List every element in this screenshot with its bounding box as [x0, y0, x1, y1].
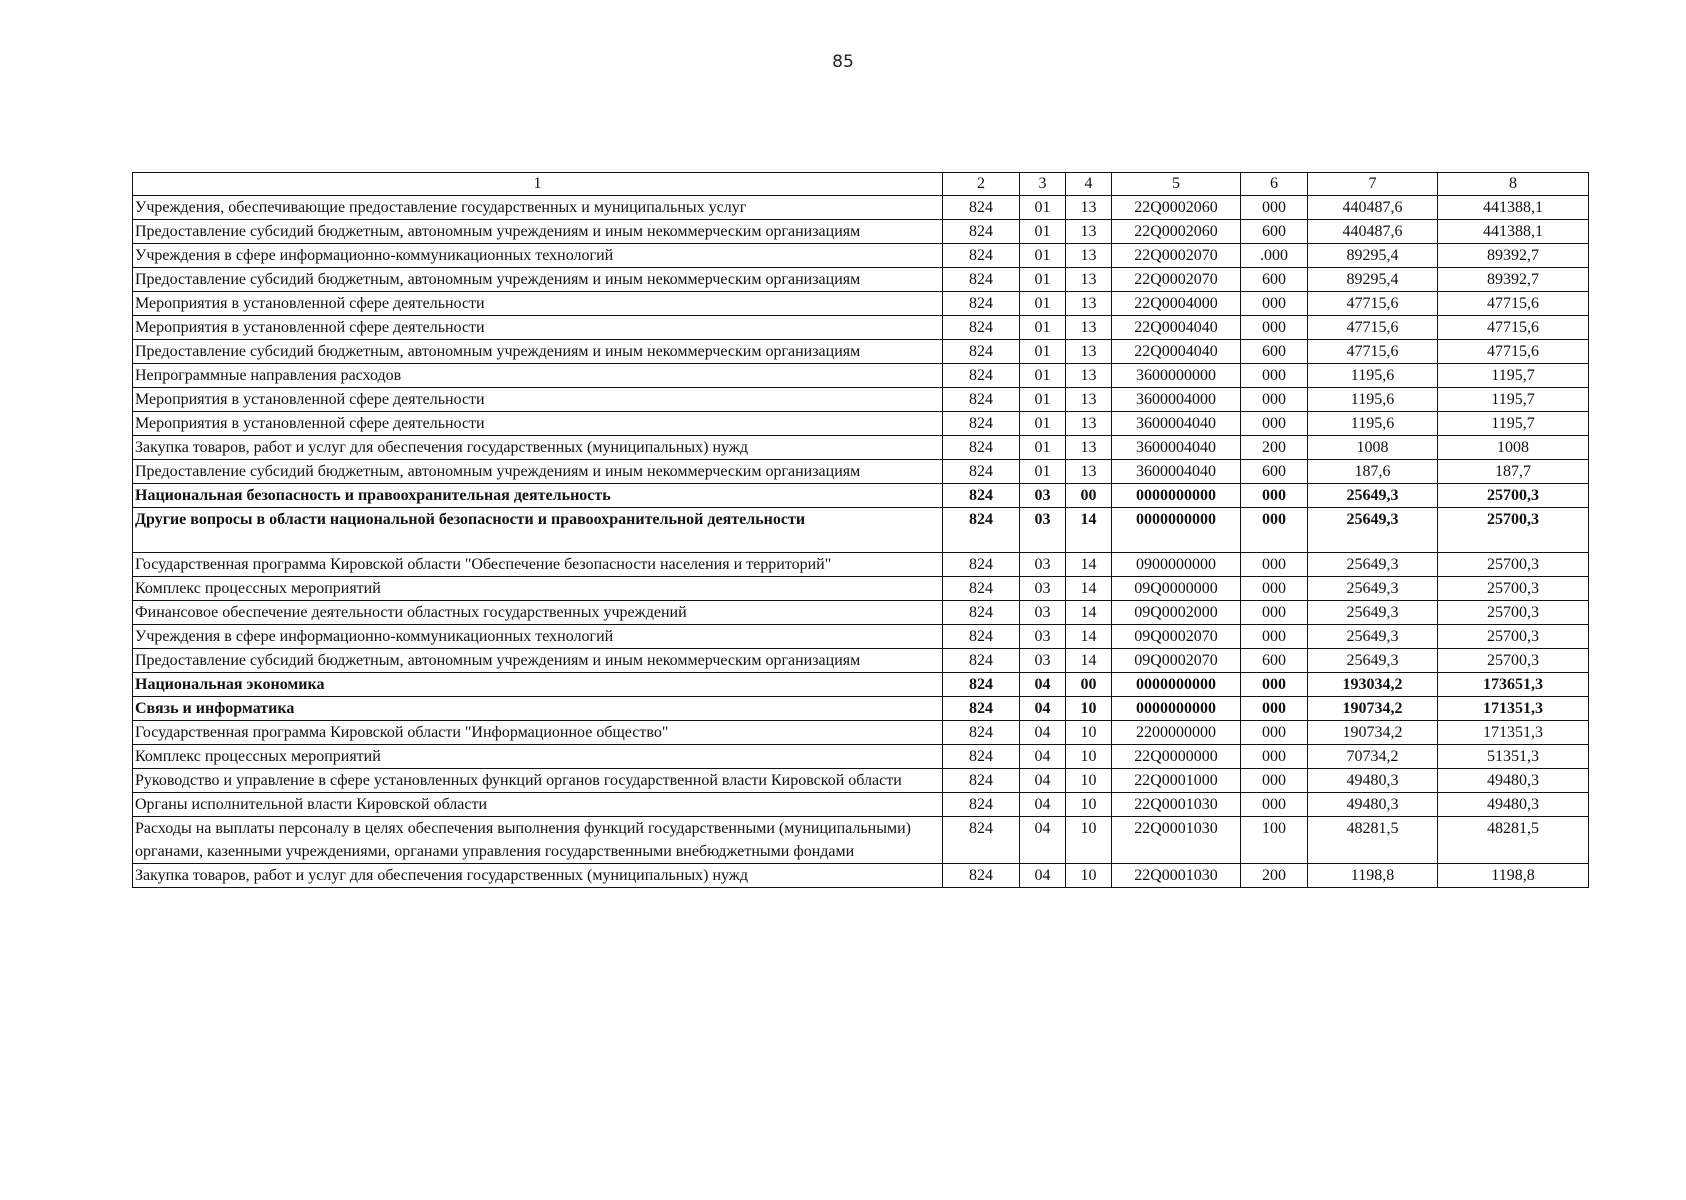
admin-code-cell: 824 [943, 508, 1020, 553]
table-row [133, 769, 1589, 793]
table-row [133, 817, 1589, 864]
expense-type-cell: 000 [1241, 601, 1308, 625]
amount-year1-cell: 190734,2 [1308, 697, 1438, 721]
section-cell: 03 [1020, 484, 1066, 508]
column-header: 1 [133, 173, 943, 196]
column-header: 7 [1308, 173, 1438, 196]
amount-year1-cell: 48281,5 [1308, 817, 1438, 864]
section-cell: 04 [1020, 697, 1066, 721]
amount-year2-cell: 173651,3 [1438, 673, 1589, 697]
admin-code-cell: 824 [943, 244, 1020, 268]
expense-type-cell: 000 [1241, 484, 1308, 508]
amount-year2-cell: 89392,7 [1438, 268, 1589, 292]
amount-year2-cell: 25700,3 [1438, 508, 1589, 553]
amount-year1-cell: 1195,6 [1308, 388, 1438, 412]
target-article-cell: 22Q0002060 [1112, 196, 1241, 220]
target-article-cell: 22Q0002070 [1112, 244, 1241, 268]
row-name-cell: Финансовое обеспечение деятельности областных государственных учреждений [133, 601, 943, 625]
target-article-cell: 22Q0004000 [1112, 292, 1241, 316]
expense-type-cell: 600 [1241, 268, 1308, 292]
table-row [133, 364, 1589, 388]
column-header: 2 [943, 173, 1020, 196]
row-name-cell: Государственная программа Кировской области "Информационное общество" [133, 721, 943, 745]
row-name-cell: Предоставление субсидий бюджетным, автономным учреждениям и иным некоммерческим организациям [133, 268, 943, 292]
table-row [133, 508, 1589, 553]
target-article-cell: 0000000000 [1112, 508, 1241, 553]
amount-year2-cell: 171351,3 [1438, 721, 1589, 745]
row-name-cell: Предоставление субсидий бюджетным, автономным учреждениям и иным некоммерческим организациям [133, 220, 943, 244]
amount-year2-cell: 49480,3 [1438, 793, 1589, 817]
table-row [133, 721, 1589, 745]
section-cell: 01 [1020, 292, 1066, 316]
expense-type-cell: 000 [1241, 625, 1308, 649]
target-article-cell: 22Q0001030 [1112, 864, 1241, 888]
table-row [133, 625, 1589, 649]
admin-code-cell: 824 [943, 625, 1020, 649]
target-article-cell: 0900000000 [1112, 553, 1241, 577]
subsection-cell: 10 [1066, 793, 1112, 817]
expense-type-cell: 200 [1241, 436, 1308, 460]
amount-year1-cell: 70734,2 [1308, 745, 1438, 769]
expense-type-cell: 000 [1241, 721, 1308, 745]
section-cell: 03 [1020, 577, 1066, 601]
subsection-cell: 10 [1066, 697, 1112, 721]
target-article-cell: 0000000000 [1112, 673, 1241, 697]
expense-type-cell: 000 [1241, 697, 1308, 721]
amount-year2-cell: 171351,3 [1438, 697, 1589, 721]
amount-year2-cell: 49480,3 [1438, 769, 1589, 793]
amount-year2-cell: 25700,3 [1438, 484, 1589, 508]
admin-code-cell: 824 [943, 864, 1020, 888]
amount-year1-cell: 49480,3 [1308, 793, 1438, 817]
table-row [133, 268, 1589, 292]
amount-year2-cell: 25700,3 [1438, 625, 1589, 649]
target-article-cell: 22Q0002070 [1112, 268, 1241, 292]
amount-year2-cell: 25700,3 [1438, 649, 1589, 673]
subsection-cell: 13 [1066, 196, 1112, 220]
amount-year2-cell: 1008 [1438, 436, 1589, 460]
amount-year1-cell: 25649,3 [1308, 601, 1438, 625]
page-number: 85 [832, 52, 854, 72]
admin-code-cell: 824 [943, 577, 1020, 601]
target-article-cell: 09Q0000000 [1112, 577, 1241, 601]
target-article-cell: 0000000000 [1112, 697, 1241, 721]
admin-code-cell: 824 [943, 697, 1020, 721]
expense-type-cell: 000 [1241, 388, 1308, 412]
column-header: 5 [1112, 173, 1241, 196]
table-row [133, 244, 1589, 268]
subsection-cell: 13 [1066, 340, 1112, 364]
admin-code-cell: 824 [943, 601, 1020, 625]
row-name-cell: Предоставление субсидий бюджетным, автономным учреждениям и иным некоммерческим организациям [133, 340, 943, 364]
section-cell: 01 [1020, 460, 1066, 484]
target-article-cell: 22Q0000000 [1112, 745, 1241, 769]
section-cell: 03 [1020, 601, 1066, 625]
expense-type-cell: 200 [1241, 864, 1308, 888]
subsection-cell: 13 [1066, 268, 1112, 292]
row-name-cell: Закупка товаров, работ и услуг для обеспечения государственных (муниципальных) нужд [133, 436, 943, 460]
table-header-row [133, 173, 1589, 196]
row-name-cell: Комплекс процессных мероприятий [133, 745, 943, 769]
section-cell: 03 [1020, 553, 1066, 577]
expense-type-cell: 000 [1241, 745, 1308, 769]
section-cell: 01 [1020, 244, 1066, 268]
amount-year2-cell: 47715,6 [1438, 340, 1589, 364]
expense-type-cell: 600 [1241, 649, 1308, 673]
table-row [133, 340, 1589, 364]
subsection-cell: 13 [1066, 436, 1112, 460]
expense-type-cell: 000 [1241, 196, 1308, 220]
amount-year2-cell: 51351,3 [1438, 745, 1589, 769]
expense-type-cell: 000 [1241, 316, 1308, 340]
amount-year1-cell: 1008 [1308, 436, 1438, 460]
target-article-cell: 22Q0004040 [1112, 316, 1241, 340]
subsection-cell: 14 [1066, 649, 1112, 673]
section-cell: 01 [1020, 220, 1066, 244]
table-row [133, 484, 1589, 508]
table-row [133, 793, 1589, 817]
amount-year1-cell: 25649,3 [1308, 484, 1438, 508]
amount-year2-cell: 25700,3 [1438, 601, 1589, 625]
admin-code-cell: 824 [943, 673, 1020, 697]
row-name-cell: Мероприятия в установленной сфере деятельности [133, 412, 943, 436]
table-row [133, 196, 1589, 220]
admin-code-cell: 824 [943, 292, 1020, 316]
admin-code-cell: 824 [943, 364, 1020, 388]
amount-year2-cell: 1195,7 [1438, 364, 1589, 388]
amount-year1-cell: 47715,6 [1308, 340, 1438, 364]
expense-type-cell: 000 [1241, 577, 1308, 601]
amount-year1-cell: 47715,6 [1308, 316, 1438, 340]
subsection-cell: 13 [1066, 244, 1112, 268]
target-article-cell: 22Q0001000 [1112, 769, 1241, 793]
row-name-cell: Закупка товаров, работ и услуг для обеспечения государственных (муниципальных) нужд [133, 864, 943, 888]
section-cell: 01 [1020, 412, 1066, 436]
section-cell: 01 [1020, 436, 1066, 460]
target-article-cell: 09Q0002070 [1112, 625, 1241, 649]
table-body [133, 196, 1589, 888]
table-row [133, 412, 1589, 436]
section-cell: 04 [1020, 817, 1066, 864]
admin-code-cell: 824 [943, 793, 1020, 817]
amount-year2-cell: 1195,7 [1438, 388, 1589, 412]
subsection-cell: 00 [1066, 484, 1112, 508]
column-header: 4 [1066, 173, 1112, 196]
amount-year1-cell: 25649,3 [1308, 625, 1438, 649]
expense-type-cell: 000 [1241, 769, 1308, 793]
amount-year2-cell: 1198,8 [1438, 864, 1589, 888]
row-name-cell: Учреждения в сфере информационно-коммуникационных технологий [133, 625, 943, 649]
subsection-cell: 13 [1066, 220, 1112, 244]
column-header: 3 [1020, 173, 1066, 196]
table-row [133, 220, 1589, 244]
section-cell: 04 [1020, 864, 1066, 888]
subsection-cell: 13 [1066, 412, 1112, 436]
amount-year1-cell: 25649,3 [1308, 649, 1438, 673]
row-name-cell: Другие вопросы в области национальной безопасности и правоохранительной деятельности [133, 508, 943, 553]
admin-code-cell: 824 [943, 721, 1020, 745]
amount-year1-cell: 25649,3 [1308, 508, 1438, 553]
target-article-cell: 22Q0001030 [1112, 817, 1241, 864]
amount-year1-cell: 190734,2 [1308, 721, 1438, 745]
admin-code-cell: 824 [943, 316, 1020, 340]
section-cell: 01 [1020, 268, 1066, 292]
amount-year2-cell: 25700,3 [1438, 577, 1589, 601]
amount-year2-cell: 187,7 [1438, 460, 1589, 484]
amount-year1-cell: 1198,8 [1308, 864, 1438, 888]
table-row [133, 697, 1589, 721]
target-article-cell: 22Q0001030 [1112, 793, 1241, 817]
admin-code-cell: 824 [943, 484, 1020, 508]
amount-year1-cell: 193034,2 [1308, 673, 1438, 697]
admin-code-cell: 824 [943, 388, 1020, 412]
admin-code-cell: 824 [943, 460, 1020, 484]
table-row [133, 601, 1589, 625]
amount-year1-cell: 89295,4 [1308, 268, 1438, 292]
target-article-cell: 3600004040 [1112, 412, 1241, 436]
row-name-cell: Национальная безопасность и правоохранительная деятельность [133, 484, 943, 508]
subsection-cell: 13 [1066, 388, 1112, 412]
table-row [133, 553, 1589, 577]
subsection-cell: 10 [1066, 721, 1112, 745]
target-article-cell: 09Q0002000 [1112, 601, 1241, 625]
row-name-cell: Расходы на выплаты персоналу в целях обеспечения выполнения функций государственными (муниципальными) органами, казенными учреждениями, органами управления государственными внебюджетными фондами [133, 817, 943, 864]
expense-type-cell: .000 [1241, 244, 1308, 268]
admin-code-cell: 824 [943, 220, 1020, 244]
row-name-cell: Органы исполнительной власти Кировской области [133, 793, 943, 817]
amount-year1-cell: 25649,3 [1308, 577, 1438, 601]
section-cell: 04 [1020, 745, 1066, 769]
row-name-cell: Предоставление субсидий бюджетным, автономным учреждениям и иным некоммерческим организациям [133, 649, 943, 673]
table-row [133, 649, 1589, 673]
column-header: 6 [1241, 173, 1308, 196]
target-article-cell: 3600000000 [1112, 364, 1241, 388]
section-cell: 03 [1020, 649, 1066, 673]
subsection-cell: 10 [1066, 745, 1112, 769]
amount-year1-cell: 440487,6 [1308, 196, 1438, 220]
row-name-cell: Непрограммные направления расходов [133, 364, 943, 388]
column-header: 8 [1438, 173, 1589, 196]
amount-year2-cell: 47715,6 [1438, 292, 1589, 316]
admin-code-cell: 824 [943, 649, 1020, 673]
table-row [133, 316, 1589, 340]
subsection-cell: 10 [1066, 769, 1112, 793]
amount-year1-cell: 1195,6 [1308, 364, 1438, 388]
expense-type-cell: 000 [1241, 508, 1308, 553]
budget-table [132, 172, 1589, 888]
row-name-cell: Мероприятия в установленной сфере деятельности [133, 388, 943, 412]
subsection-cell: 13 [1066, 292, 1112, 316]
section-cell: 04 [1020, 793, 1066, 817]
target-article-cell: 22Q0004040 [1112, 340, 1241, 364]
target-article-cell: 3600004040 [1112, 436, 1241, 460]
row-name-cell: Мероприятия в установленной сфере деятельности [133, 292, 943, 316]
expense-type-cell: 000 [1241, 673, 1308, 697]
row-name-cell: Учреждения, обеспечивающие предоставление государственных и муниципальных услуг [133, 196, 943, 220]
table-row [133, 292, 1589, 316]
expense-type-cell: 000 [1241, 292, 1308, 316]
amount-year1-cell: 187,6 [1308, 460, 1438, 484]
section-cell: 04 [1020, 769, 1066, 793]
section-cell: 01 [1020, 196, 1066, 220]
expense-type-cell: 000 [1241, 364, 1308, 388]
amount-year2-cell: 48281,5 [1438, 817, 1589, 864]
amount-year1-cell: 25649,3 [1308, 553, 1438, 577]
amount-year1-cell: 49480,3 [1308, 769, 1438, 793]
row-name-cell: Связь и информатика [133, 697, 943, 721]
table-row [133, 745, 1589, 769]
target-article-cell: 09Q0002070 [1112, 649, 1241, 673]
expense-type-cell: 600 [1241, 340, 1308, 364]
section-cell: 03 [1020, 625, 1066, 649]
subsection-cell: 13 [1066, 460, 1112, 484]
section-cell: 01 [1020, 316, 1066, 340]
table-row [133, 577, 1589, 601]
subsection-cell: 14 [1066, 553, 1112, 577]
table-row [133, 864, 1589, 888]
amount-year1-cell: 47715,6 [1308, 292, 1438, 316]
row-name-cell: Национальная экономика [133, 673, 943, 697]
row-name-cell: Государственная программа Кировской области "Обеспечение безопасности населения и территорий" [133, 553, 943, 577]
section-cell: 03 [1020, 508, 1066, 553]
expense-type-cell: 000 [1241, 412, 1308, 436]
subsection-cell: 10 [1066, 817, 1112, 864]
section-cell: 01 [1020, 388, 1066, 412]
admin-code-cell: 824 [943, 196, 1020, 220]
row-name-cell: Учреждения в сфере информационно-коммуникационных технологий [133, 244, 943, 268]
subsection-cell: 14 [1066, 625, 1112, 649]
admin-code-cell: 824 [943, 817, 1020, 864]
row-name-cell: Руководство и управление в сфере установленных функций органов государственной власти Кировской области [133, 769, 943, 793]
amount-year2-cell: 47715,6 [1438, 316, 1589, 340]
admin-code-cell: 824 [943, 436, 1020, 460]
target-article-cell: 0000000000 [1112, 484, 1241, 508]
section-cell: 04 [1020, 721, 1066, 745]
admin-code-cell: 824 [943, 769, 1020, 793]
admin-code-cell: 824 [943, 745, 1020, 769]
amount-year1-cell: 89295,4 [1308, 244, 1438, 268]
subsection-cell: 13 [1066, 364, 1112, 388]
amount-year1-cell: 1195,6 [1308, 412, 1438, 436]
target-article-cell: 22Q0002060 [1112, 220, 1241, 244]
table-row [133, 460, 1589, 484]
table-row [133, 436, 1589, 460]
section-cell: 01 [1020, 340, 1066, 364]
target-article-cell: 3600004000 [1112, 388, 1241, 412]
table-row [133, 388, 1589, 412]
subsection-cell: 14 [1066, 601, 1112, 625]
amount-year2-cell: 89392,7 [1438, 244, 1589, 268]
subsection-cell: 14 [1066, 577, 1112, 601]
target-article-cell: 3600004040 [1112, 460, 1241, 484]
admin-code-cell: 824 [943, 553, 1020, 577]
admin-code-cell: 824 [943, 268, 1020, 292]
amount-year1-cell: 440487,6 [1308, 220, 1438, 244]
section-cell: 01 [1020, 364, 1066, 388]
subsection-cell: 13 [1066, 316, 1112, 340]
subsection-cell: 14 [1066, 508, 1112, 553]
target-article-cell: 2200000000 [1112, 721, 1241, 745]
amount-year2-cell: 441388,1 [1438, 196, 1589, 220]
amount-year2-cell: 1195,7 [1438, 412, 1589, 436]
expense-type-cell: 600 [1241, 220, 1308, 244]
row-name-cell: Комплекс процессных мероприятий [133, 577, 943, 601]
table-row [133, 673, 1589, 697]
expense-type-cell: 000 [1241, 553, 1308, 577]
expense-type-cell: 000 [1241, 793, 1308, 817]
amount-year2-cell: 25700,3 [1438, 553, 1589, 577]
row-name-cell: Мероприятия в установленной сфере деятельности [133, 316, 943, 340]
expense-type-cell: 600 [1241, 460, 1308, 484]
admin-code-cell: 824 [943, 412, 1020, 436]
row-name-cell: Предоставление субсидий бюджетным, автономным учреждениям и иным некоммерческим организациям [133, 460, 943, 484]
amount-year2-cell: 441388,1 [1438, 220, 1589, 244]
section-cell: 04 [1020, 673, 1066, 697]
subsection-cell: 00 [1066, 673, 1112, 697]
expense-type-cell: 100 [1241, 817, 1308, 864]
admin-code-cell: 824 [943, 340, 1020, 364]
subsection-cell: 10 [1066, 864, 1112, 888]
